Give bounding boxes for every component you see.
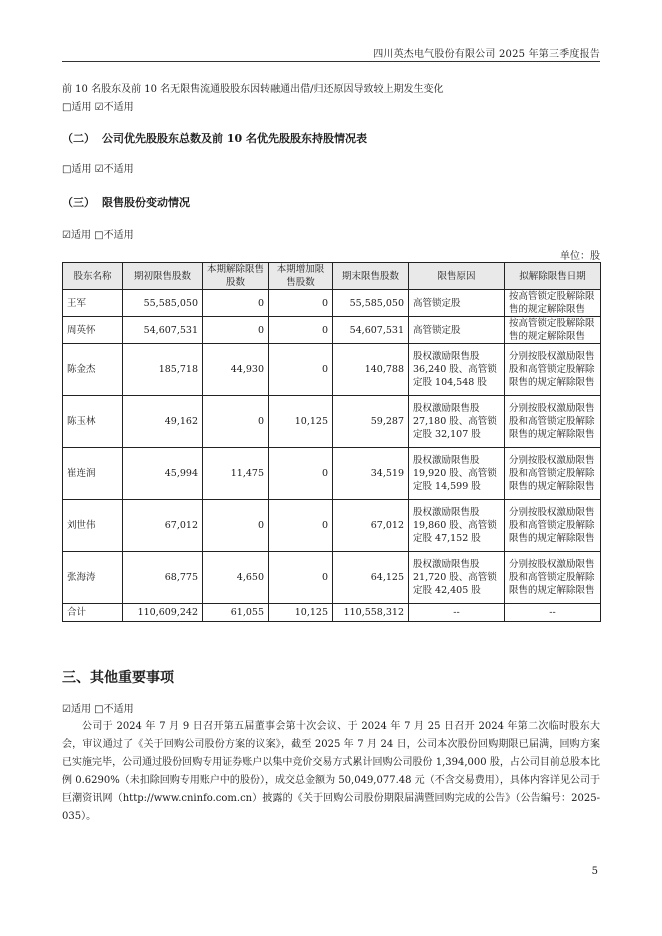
table-row xyxy=(63,552,601,604)
cell-released: 0 xyxy=(203,500,269,552)
cell-released: 0 xyxy=(203,396,269,448)
col-header: 期末限售股数 xyxy=(333,263,409,290)
table-row xyxy=(63,500,601,552)
cell-released: 11,475 xyxy=(203,448,269,500)
col-header: 期初限售股数 xyxy=(123,263,203,290)
section3-options: ☑适用 □不适用 xyxy=(62,230,134,241)
total-released: 61,055 xyxy=(203,604,269,622)
top-note-text: 前 10 名股东及前 10 名无限售流通股股东因转融通出借/归还原因导致较上期发生变化 xyxy=(62,84,444,95)
cell-date: 分别按股权激励限售股和高管锁定股解除限售的规定解除限售 xyxy=(505,500,601,552)
other-matters-body xyxy=(62,718,600,826)
section3-number: （三） xyxy=(62,196,95,209)
table-row xyxy=(63,317,601,344)
cell-released: 0 xyxy=(203,317,269,344)
top-note-options: □适用 ☑不适用 xyxy=(62,102,134,113)
cell-reason: 高管锁定股 xyxy=(409,290,505,317)
section3-title: 限售股份变动情况 xyxy=(102,196,190,209)
cell-begin: 54,607,531 xyxy=(123,317,203,344)
table-total-row xyxy=(63,604,601,622)
cell-end: 54,607,531 xyxy=(333,317,409,344)
header-divider xyxy=(62,61,600,62)
cell-added: 0 xyxy=(269,552,333,604)
page-header-title: 四川英杰电气股份有限公司 2025 年第三季度报告 xyxy=(373,49,600,60)
cell-name: 张海涛 xyxy=(63,552,123,604)
cell-reason: 股权激励限售股 27,180 股、高管锁定股 32,107 股 xyxy=(409,396,505,448)
page-number: 5 xyxy=(591,866,598,877)
cell-reason: 股权激励限售股 19,860 股、高管锁定股 47,152 股 xyxy=(409,500,505,552)
cell-end: 140,788 xyxy=(333,344,409,396)
cell-end: 67,012 xyxy=(333,500,409,552)
section2-number: （二） xyxy=(62,132,95,145)
cell-released: 4,650 xyxy=(203,552,269,604)
cell-date: 分别按股权激励限售股和高管锁定股解除限售的规定解除限售 xyxy=(505,396,601,448)
cell-begin: 45,994 xyxy=(123,448,203,500)
cell-reason: 高管锁定股 xyxy=(409,317,505,344)
cell-reason: 股权激励限售股 36,240 股、高管锁定股 104,548 股 xyxy=(409,344,505,396)
total-reason: -- xyxy=(409,604,505,622)
cell-name: 刘世伟 xyxy=(63,500,123,552)
other-matters-options: ☑适用 □不适用 xyxy=(62,704,134,715)
cell-name: 周英怀 xyxy=(63,317,123,344)
cell-reason: 股权激励限售股 19,920 股、高管锁定股 14,599 股 xyxy=(409,448,505,500)
cell-added: 0 xyxy=(269,290,333,317)
total-begin: 110,609,242 xyxy=(123,604,203,622)
cell-name: 陈玉林 xyxy=(63,396,123,448)
cell-date: 分别按股权激励限售股和高管锁定股解除限售的规定解除限售 xyxy=(505,552,601,604)
total-label: 合计 xyxy=(63,604,123,622)
cell-date: 按高管锁定股解除限售的规定解除限售 xyxy=(505,317,601,344)
cell-begin: 55,585,050 xyxy=(123,290,203,317)
section3-heading xyxy=(62,194,190,210)
cell-end: 55,585,050 xyxy=(333,290,409,317)
table-unit: 单位：股 xyxy=(560,251,600,262)
cell-added: 0 xyxy=(269,344,333,396)
col-header: 拟解除限售日期 xyxy=(505,263,601,290)
cell-added: 10,125 xyxy=(269,396,333,448)
other-matters-title: 三、其他重要事项 xyxy=(62,670,174,686)
cell-reason: 股权激励限售股 21,720 股、高管锁定股 42,405 股 xyxy=(409,552,505,604)
cell-date: 分别按股权激励限售股和高管锁定股解除限售的规定解除限售 xyxy=(505,448,601,500)
cell-end: 34,519 xyxy=(333,448,409,500)
col-header: 本期解除限售股数 xyxy=(203,263,269,290)
table-row xyxy=(63,344,601,396)
cell-added: 0 xyxy=(269,500,333,552)
cell-added: 0 xyxy=(269,317,333,344)
cell-name: 崔连润 xyxy=(63,448,123,500)
restricted-shares-table xyxy=(62,262,601,622)
cell-date: 分别按股权激励限售股和高管锁定股解除限售的规定解除限售 xyxy=(505,344,601,396)
table-row xyxy=(63,448,601,500)
cell-end: 64,125 xyxy=(333,552,409,604)
table-row xyxy=(63,290,601,317)
col-header: 本期增加限售股数 xyxy=(269,263,333,290)
section2-heading xyxy=(62,130,367,146)
total-date: -- xyxy=(505,604,601,622)
total-end: 110,558,312 xyxy=(333,604,409,622)
col-header: 限售原因 xyxy=(409,263,505,290)
cell-begin: 68,775 xyxy=(123,552,203,604)
cell-added: 0 xyxy=(269,448,333,500)
cell-name: 陈金杰 xyxy=(63,344,123,396)
section2-options: □适用 ☑不适用 xyxy=(62,164,134,175)
cell-begin: 185,718 xyxy=(123,344,203,396)
col-header: 股东名称 xyxy=(63,263,123,290)
cell-begin: 49,162 xyxy=(123,396,203,448)
section2-title: 公司优先股股东总数及前 10 名优先股股东持股情况表 xyxy=(102,132,367,145)
other-matters-paragraph: 公司于 2024 年 7 月 9 日召开第五届董事会第十次会议、于 2024 年 7 月 25 日召开 2024 年第二次临时股东大会，审议通过了《关于回购公司股份方案的议案》，截至 2025 年 7 月 24 日，公司本次股份回购期限已届满，回购方案已实施完毕，公司通过股份回购专用证券账户以集中竞价交易方式累计回购公司股份 1,394,000 股，占公司目前总股本比例 0.6290%（未扣除回购专用账户中的股份），成交总金额为 50,049,077.48 元（不含交易费用），具体内容详见公司于巨潮资讯网（http://www.cninfo.com.cn）披露的《关于回购公司股份期限届满暨回购完成的公告》（公告编号：2025-035）。 xyxy=(62,721,600,822)
cell-begin: 67,012 xyxy=(123,500,203,552)
cell-released: 44,930 xyxy=(203,344,269,396)
cell-name: 王军 xyxy=(63,290,123,317)
total-added: 10,125 xyxy=(269,604,333,622)
cell-released: 0 xyxy=(203,290,269,317)
cell-end: 59,287 xyxy=(333,396,409,448)
cell-date: 按高管锁定股解除限售的规定解除限售 xyxy=(505,290,601,317)
table-row xyxy=(63,396,601,448)
table-header-row xyxy=(63,263,601,290)
